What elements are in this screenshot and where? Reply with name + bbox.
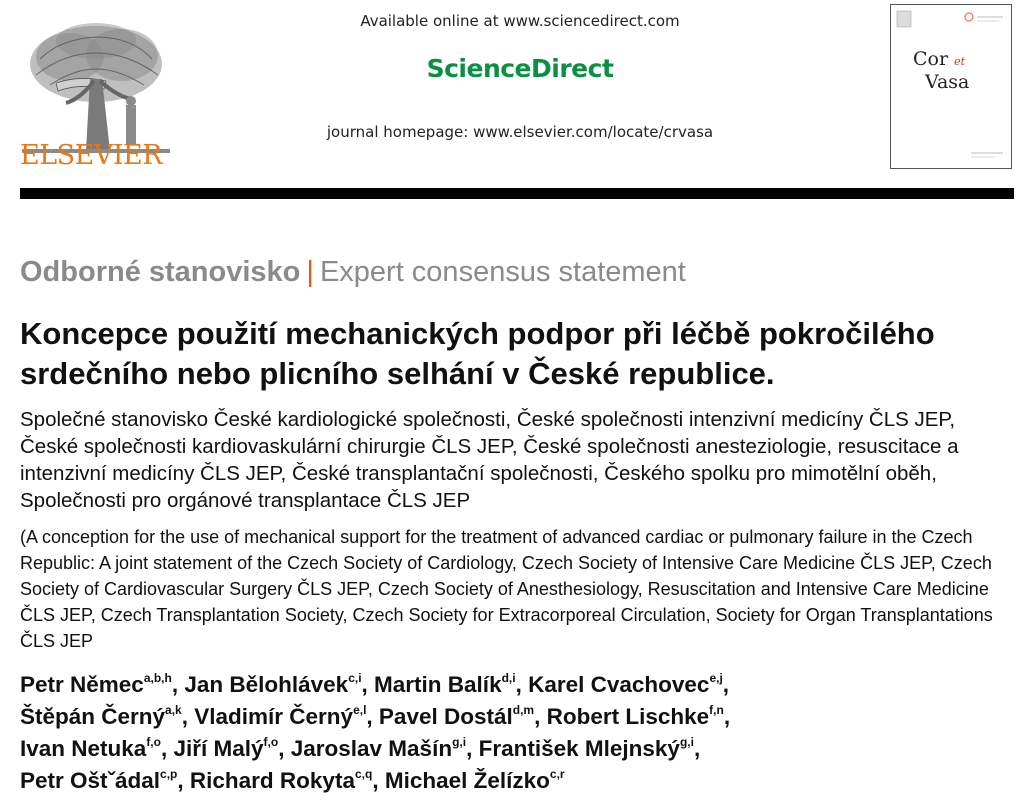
- author-affiliation: c,q: [354, 767, 373, 781]
- author[interactable]: Jan Bělohlávek$^{c,i}$: [184, 671, 362, 697]
- author[interactable]: Jaroslav Mašín$^{g,i}$: [290, 735, 467, 761]
- author-line: Štěpán Černý$^{a,k}$, Vladimír Černý$^{e,l}$, Pavel Dostál$^{d,m}$, Robert Lischke$^{f,n}$,: [20, 703, 731, 729]
- author-affiliation: c,i: [348, 671, 362, 685]
- author[interactable]: Michael Želízko$^{c,r}$: [384, 767, 565, 793]
- author[interactable]: Jiří Malý$^{f,o}$: [173, 735, 279, 761]
- article-type-separator: |: [306, 256, 314, 288]
- author[interactable]: Štěpán Černý$^{a,k}$: [20, 703, 182, 729]
- publisher-wordmark: ELSEVIER: [20, 140, 163, 171]
- author[interactable]: Vladimír Černý$^{e,l}$: [194, 703, 367, 729]
- cover-journal-title: [913, 49, 1003, 92]
- article-subtitle-en: (A conception for the use of mechanical support for the treatment of advanced cardiac or pulmonary failure in the Czech Republic: A joint statement of the Czech Society of Cardiology, Czech Society of Intensive Care Medicine ČLS JEP, Czech Society of Cardiovascular Surgery ČLS JEP, Czech Society of Anesthesiology, Resuscitation and Intensive Care Medicine ČLS JEP, Czech Transplantation Society, Czech Society for Extracorporeal Circulation, Society for Organ Transplantations ČLS JEP: [20, 527, 993, 651]
- author[interactable]: Petr Oštˇádal$^{c,p}$: [20, 767, 178, 793]
- author-affiliation: d,m: [512, 703, 535, 717]
- author[interactable]: Karel Cvachovec$^{e,j}$: [528, 671, 723, 697]
- cover-title-vasa: Vasa: [925, 71, 970, 93]
- author-affiliation: c,r: [549, 767, 565, 781]
- author-affiliation: e,j: [709, 671, 723, 685]
- author[interactable]: Petr Němec$^{a,b,h}$: [20, 671, 172, 697]
- journal-homepage-link[interactable]: journal homepage: www.elsevier.com/locate/crvasa: [326, 123, 714, 141]
- author-affiliation: g,i: [679, 735, 694, 749]
- author[interactable]: Ivan Netuka$^{f,o}$: [20, 735, 161, 761]
- cover-title-cor: Cor: [913, 48, 949, 70]
- author-affiliation: a,b,h: [143, 671, 172, 685]
- cover-title-et: et: [954, 55, 966, 68]
- author-line: Petr Němec$^{a,b,h}$, Jan Bělohlávek$^{c,i}$, Martin Balík$^{d,i}$, Karel Cvachovec$^{e,j}$,: [20, 671, 730, 697]
- author[interactable]: Martin Balík$^{d,i}$: [374, 671, 516, 697]
- article-subtitle-cz: Společné stanovisko České kardiologické společnosti, České společnosti intenzivní medicíny ČLS JEP, České společnosti kardiovaskulární chirurgie ČLS JEP, České společnosti anesteziologie, resuscitace a intenzivní medicíny ČLS JEP, České transplantační společnosti, Českého spolku pro mimotělní oběh, Společnosti pro orgánové transplantace ČLS JEP: [20, 408, 959, 512]
- article-type: [20, 256, 686, 289]
- author-affiliation: d,i: [501, 671, 516, 685]
- author[interactable]: František Mlejnský$^{g,i}$: [478, 735, 694, 761]
- author[interactable]: Robert Lischke$^{f,n}$: [546, 703, 724, 729]
- author-affiliation: a,k: [165, 703, 182, 717]
- author-affiliation: c,p: [160, 767, 178, 781]
- sciencedirect-logo[interactable]: ScienceDirect: [426, 54, 614, 83]
- author-affiliation: f,n: [709, 703, 724, 717]
- author-line: Ivan Netuka$^{f,o}$, Jiří Malý$^{f,o}$, Jaroslav Mašín$^{g,i}$, František Mlejnský$^{g,i}$,: [20, 735, 701, 761]
- author-line: Petr Oštˇádal$^{c,p}$, Richard Rokyta$^{c,q}$, Michael Želízko$^{c,r}$: [20, 767, 565, 793]
- author-affiliation: f,o: [146, 735, 161, 749]
- author[interactable]: Richard Rokyta$^{c,q}$: [189, 767, 373, 793]
- author-list: [20, 669, 1010, 797]
- article-type-cz: Odborné stanovisko: [20, 256, 301, 288]
- article-type-en: Expert consensus statement: [319, 256, 686, 288]
- author[interactable]: Pavel Dostál$^{d,m}$: [378, 703, 535, 729]
- author-affiliation: e,l: [353, 703, 367, 717]
- journal-header: [0, 0, 1024, 190]
- author-affiliation: f,o: [263, 735, 279, 749]
- article-title: Koncepce použití mechanických podpor při léčbě pokročilého srdečního nebo plicního selhání v České republice.: [20, 316, 935, 391]
- header-divider: [20, 188, 1014, 199]
- journal-cover-thumbnail[interactable]: [890, 4, 1012, 169]
- available-online-link[interactable]: Available online at www.sciencedirect.com: [360, 12, 680, 30]
- author-affiliation: g,i: [452, 735, 467, 749]
